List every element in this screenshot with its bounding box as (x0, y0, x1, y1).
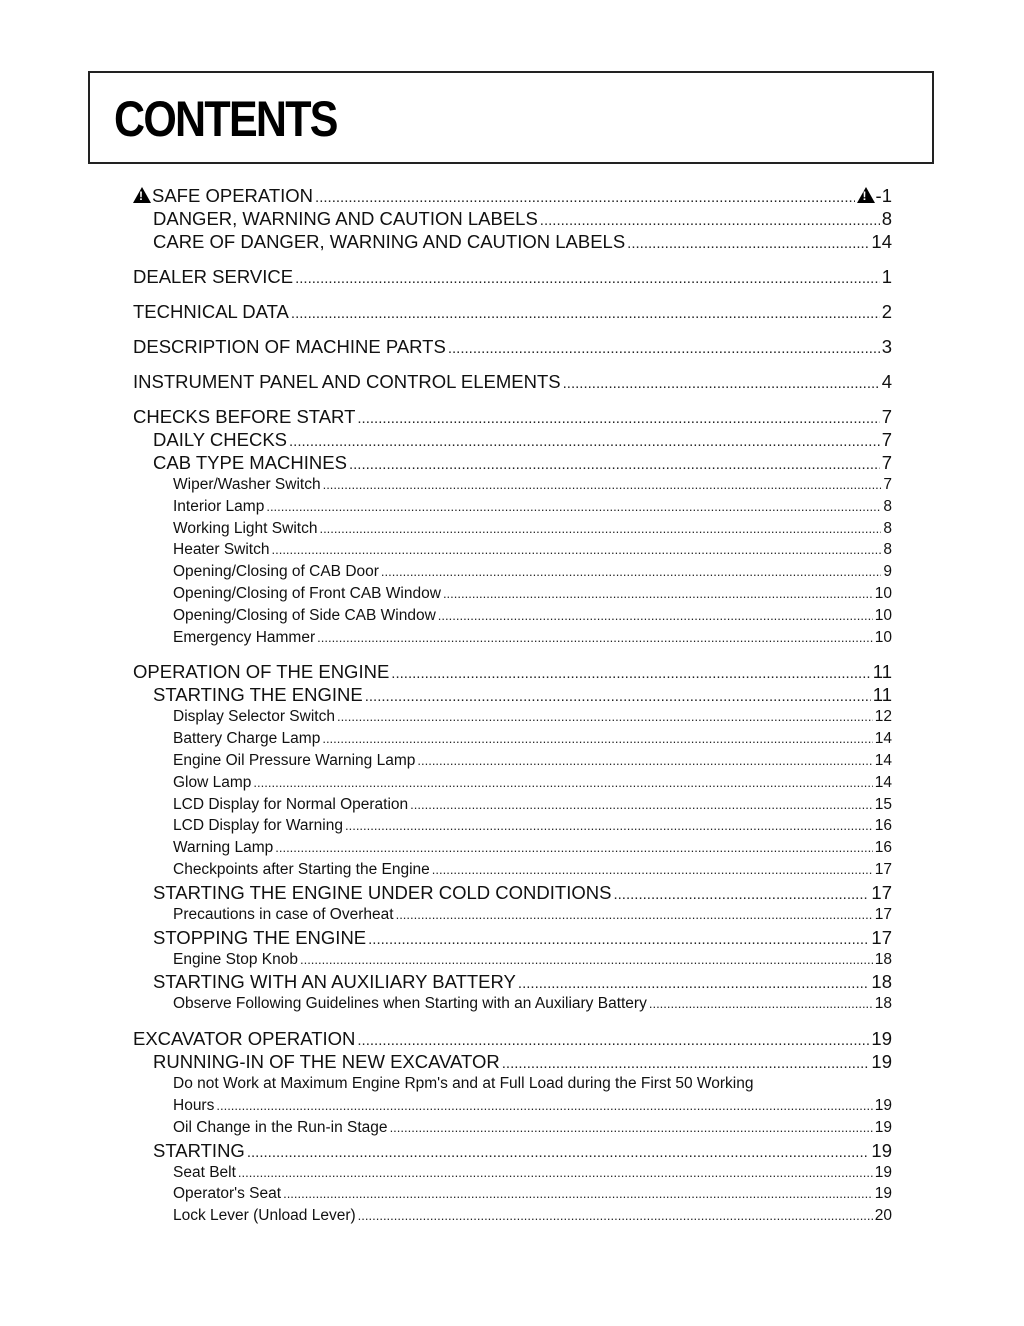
toc-entry[interactable]: Heater Switch ..... 8 (133, 539, 892, 561)
toc-entry-operation-engine[interactable]: OPERATION OF THE ENGINE ..... 11 (133, 660, 892, 683)
leader-dots (216, 1095, 872, 1117)
leader-dots (319, 518, 881, 540)
leader-dots (289, 430, 880, 453)
leader-dots (300, 949, 873, 971)
toc-entry[interactable]: Opening/Closing of Side CAB Window ..... 10 (133, 605, 892, 627)
leader-dots (238, 1162, 873, 1184)
leader-dots (283, 1183, 873, 1205)
toc-entry[interactable]: Battery Charge Lamp ..... 14 (133, 728, 892, 750)
leader-dots (275, 837, 873, 859)
toc-entry-do-not-work-line2[interactable]: Hours ..... 19 (133, 1095, 892, 1117)
leader-dots (266, 496, 881, 518)
toc-entry[interactable]: Engine Stop Knob ..... 18 (133, 949, 892, 971)
toc-entry[interactable]: Oil Change in the Run-in Stage ..... 19 (133, 1117, 892, 1139)
toc-entry[interactable]: Opening/Closing of CAB Door ..... 9 (133, 561, 892, 583)
warning-triangle-icon (133, 187, 151, 203)
toc-entry[interactable]: Working Light Switch ..... 8 (133, 518, 892, 540)
leader-dots (443, 583, 873, 605)
leader-dots (317, 627, 873, 649)
toc-entry[interactable]: Glow Lamp ..... 14 (133, 772, 892, 794)
toc-entry[interactable]: Checkpoints after Starting the Engine ..... 17 (133, 859, 892, 881)
leader-dots (368, 928, 869, 951)
leader-dots (337, 706, 873, 728)
toc-entry[interactable]: LCD Display for Warning ..... 16 (133, 815, 892, 837)
toc-entry-dealer-service[interactable]: DEALER SERVICE ..... 1 (133, 265, 892, 288)
leader-dots (358, 1205, 873, 1227)
page-title: CONTENTS (114, 91, 337, 147)
toc-entry-cold-conditions[interactable]: STARTING THE ENGINE UNDER COLD CONDITIONS ..... 17 (133, 881, 892, 904)
leader-dots (540, 209, 880, 232)
toc-entry-running-in[interactable]: RUNNING-IN OF THE NEW EXCAVATOR ..... 19 (133, 1050, 892, 1073)
toc-entry-starting-engine[interactable]: STARTING THE ENGINE ..... 11 (133, 683, 892, 706)
leader-dots (627, 232, 869, 255)
toc-entry-checks-before-start[interactable]: CHECKS BEFORE START ..... 7 (133, 405, 892, 428)
toc-entry[interactable]: Opening/Closing of Front CAB Window ..... 10 (133, 583, 892, 605)
leader-dots (391, 662, 870, 685)
toc-entry[interactable]: Interior Lamp ..... 8 (133, 496, 892, 518)
leader-dots (649, 993, 873, 1015)
leader-dots (438, 605, 873, 627)
leader-dots (357, 407, 879, 430)
leader-dots (345, 815, 873, 837)
toc-entry-starting[interactable]: STARTING ..... 19 (133, 1139, 892, 1162)
toc-entry-do-not-work-line1[interactable]: Do not Work at Maximum Engine Rpm's and at Full Load during the First 50 Working (173, 1075, 754, 1093)
leader-dots (563, 372, 880, 395)
toc-entry-cab-type[interactable]: CAB TYPE MACHINES ..... 7 (133, 451, 892, 474)
leader-dots (365, 685, 871, 708)
leader-dots (381, 561, 881, 583)
leader-dots (417, 750, 872, 772)
contents-title-box (88, 71, 934, 164)
leader-dots (396, 904, 873, 926)
toc-entry[interactable]: Precautions in case of Overheat ..... 17 (133, 904, 892, 926)
leader-dots (295, 267, 880, 290)
leader-dots (247, 1141, 870, 1164)
leader-dots (448, 337, 880, 360)
leader-dots (322, 728, 872, 750)
toc-entry[interactable]: Observe Following Guidelines when Starting with an Auxiliary Battery ..... 18 (133, 993, 892, 1015)
toc-entry[interactable]: CARE OF DANGER, WARNING AND CAUTION LABELS ..... 14 (133, 230, 892, 253)
toc-entry[interactable]: DANGER, WARNING AND CAUTION LABELS ..... 8 (133, 207, 892, 230)
toc-entry[interactable]: Wiper/Washer Switch ..... 7 (133, 474, 892, 496)
leader-dots (613, 883, 869, 906)
leader-dots (349, 453, 880, 476)
leader-dots (357, 1029, 869, 1052)
leader-dots (315, 186, 855, 209)
leader-dots (271, 539, 881, 561)
toc-entry-instrument-panel[interactable]: INSTRUMENT PANEL AND CONTROL ELEMENTS ..... 4 (133, 370, 892, 393)
toc-entry[interactable]: Warning Lamp ..... 16 (133, 837, 892, 859)
toc-entry-stopping-engine[interactable]: STOPPING THE ENGINE ..... 17 (133, 926, 892, 949)
toc-entry[interactable]: Emergency Hammer ..... 10 (133, 627, 892, 649)
toc-entry-description-parts[interactable]: DESCRIPTION OF MACHINE PARTS ..... 3 (133, 335, 892, 358)
toc-entry[interactable]: Engine Oil Pressure Warning Lamp ..... 14 (133, 750, 892, 772)
warning-triangle-icon (857, 187, 875, 203)
toc-entry-aux-battery[interactable]: STARTING WITH AN AUXILIARY BATTERY ..... 18 (133, 970, 892, 993)
leader-dots (390, 1117, 873, 1139)
toc-entry-technical-data[interactable]: TECHNICAL DATA ..... 2 (133, 300, 892, 323)
leader-dots (291, 302, 880, 325)
leader-dots (518, 972, 870, 995)
toc-entry[interactable]: LCD Display for Normal Operation ..... 15 (133, 794, 892, 816)
toc-entry[interactable]: Operator's Seat ..... 19 (133, 1183, 892, 1205)
toc-entry-excavator-operation[interactable]: EXCAVATOR OPERATION ..... 19 (133, 1027, 892, 1050)
toc-entry[interactable]: Display Selector Switch ..... 12 (133, 706, 892, 728)
toc-entry[interactable]: Lock Lever (Unload Lever) ..... 20 (133, 1205, 892, 1227)
leader-dots (253, 772, 872, 794)
toc-entry-safe-operation[interactable]: !SAFE OPERATION ..... ! -1 (133, 184, 892, 207)
leader-dots (432, 859, 873, 881)
leader-dots (502, 1052, 870, 1075)
leader-dots (410, 794, 873, 816)
toc-entry-daily-checks[interactable]: DAILY CHECKS ..... 7 (133, 428, 892, 451)
leader-dots (323, 474, 882, 496)
table-of-contents (133, 184, 892, 1227)
toc-entry[interactable]: Seat Belt ..... 19 (133, 1162, 892, 1184)
